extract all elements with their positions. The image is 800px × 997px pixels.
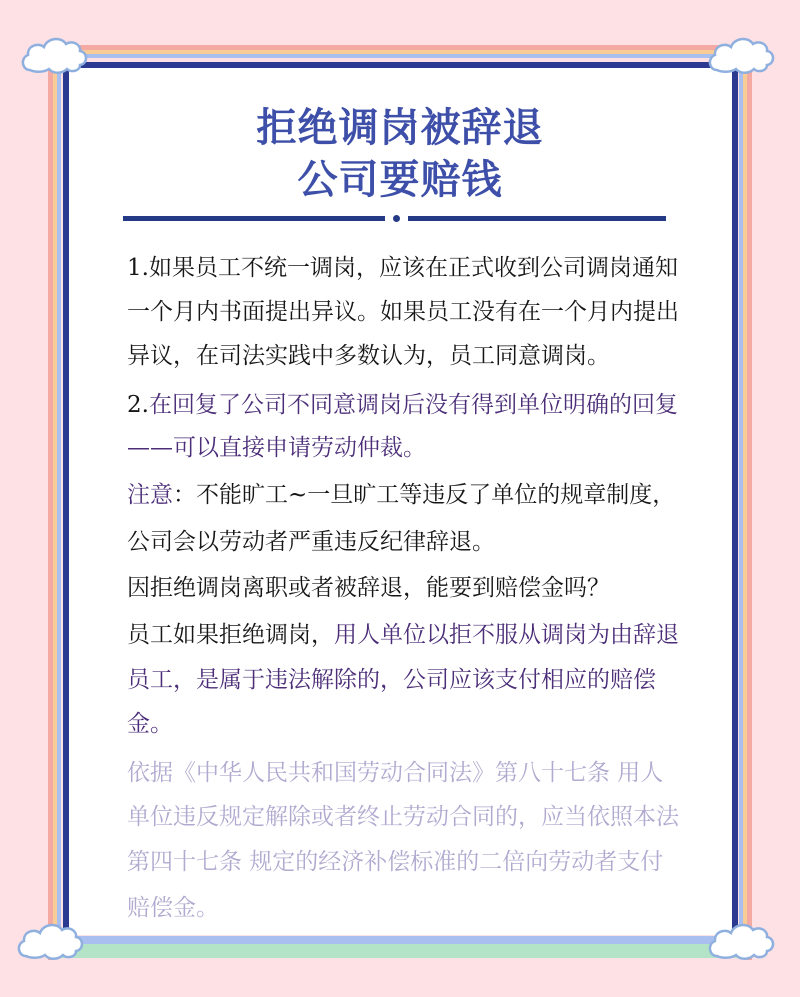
- title-line-1: 拒绝调岗被辞退: [256, 105, 544, 151]
- cloud-icon: [705, 912, 785, 972]
- body-line: [127, 480, 675, 510]
- body-line: [127, 665, 656, 695]
- body-line: [127, 253, 678, 283]
- title-line-2: 公司要赔钱: [297, 157, 503, 203]
- text-segment: 金。: [127, 711, 173, 737]
- cloud-icon: [18, 26, 98, 86]
- body-line: [127, 390, 678, 420]
- cloud-icon: [14, 912, 94, 972]
- text-segment: 员工，是属于违法解除的，公司应该支付相应的赔偿: [127, 667, 656, 693]
- divider-left: [123, 216, 385, 221]
- text-segment: 员工如果拒绝调岗，: [127, 622, 334, 648]
- body-line: [127, 341, 610, 371]
- text-segment: 单位违反规定解除或者终止劳动合同的，应当依照本法: [127, 804, 679, 830]
- text-segment: 异议，在司法实践中多数认为，员工同意调岗。: [127, 343, 610, 369]
- text-segment: 注意: [127, 482, 173, 508]
- text-segment: 1.如果员工不统一调岗，应该在正式收到公司调岗通知: [127, 255, 678, 281]
- text-segment: 一个月内书面提出异议。如果员工没有在一个月内提出: [127, 299, 679, 325]
- body-line: [127, 433, 426, 463]
- text-segment: 因拒绝调岗离职或者被辞退，能要到赔偿金吗？: [127, 575, 610, 601]
- body-line: [127, 527, 495, 557]
- rainbow-frame-bottom-green: [57, 944, 743, 958]
- text-segment: 第四十七条 规定的经济补偿标准的二倍向劳动者支付: [127, 849, 664, 875]
- body-line: [127, 709, 173, 739]
- body-line: [127, 893, 219, 923]
- text-segment: 在回复了公司不同意调岗后没有得到单位明确的回复: [148, 392, 678, 418]
- body-line: [127, 758, 663, 788]
- text-segment: 赔偿金。: [127, 895, 219, 921]
- body-line: [127, 297, 679, 327]
- text-segment: 公司会以劳动者严重违反纪律辞退。: [127, 529, 495, 555]
- text-segment: ——可以直接申请劳动仲裁。: [127, 435, 426, 461]
- rainbow-frame-bottom-blue: [57, 936, 743, 944]
- cloud-icon: [705, 26, 785, 86]
- divider-dot: [393, 215, 400, 222]
- text-segment: ：不能旷工~一旦旷工等违反了单位的规章制度，: [173, 482, 676, 508]
- text-segment: 依据《中华人民共和国劳动合同法》第八十七条 用人: [127, 760, 664, 786]
- body-line: [127, 802, 679, 832]
- text-segment: 用人单位以拒不服从调岗为由辞退: [334, 622, 679, 648]
- body-line: [127, 620, 679, 650]
- divider-right: [408, 216, 666, 221]
- body-line: [127, 847, 663, 877]
- body-line: [127, 573, 610, 603]
- text-segment: 2.: [127, 392, 149, 418]
